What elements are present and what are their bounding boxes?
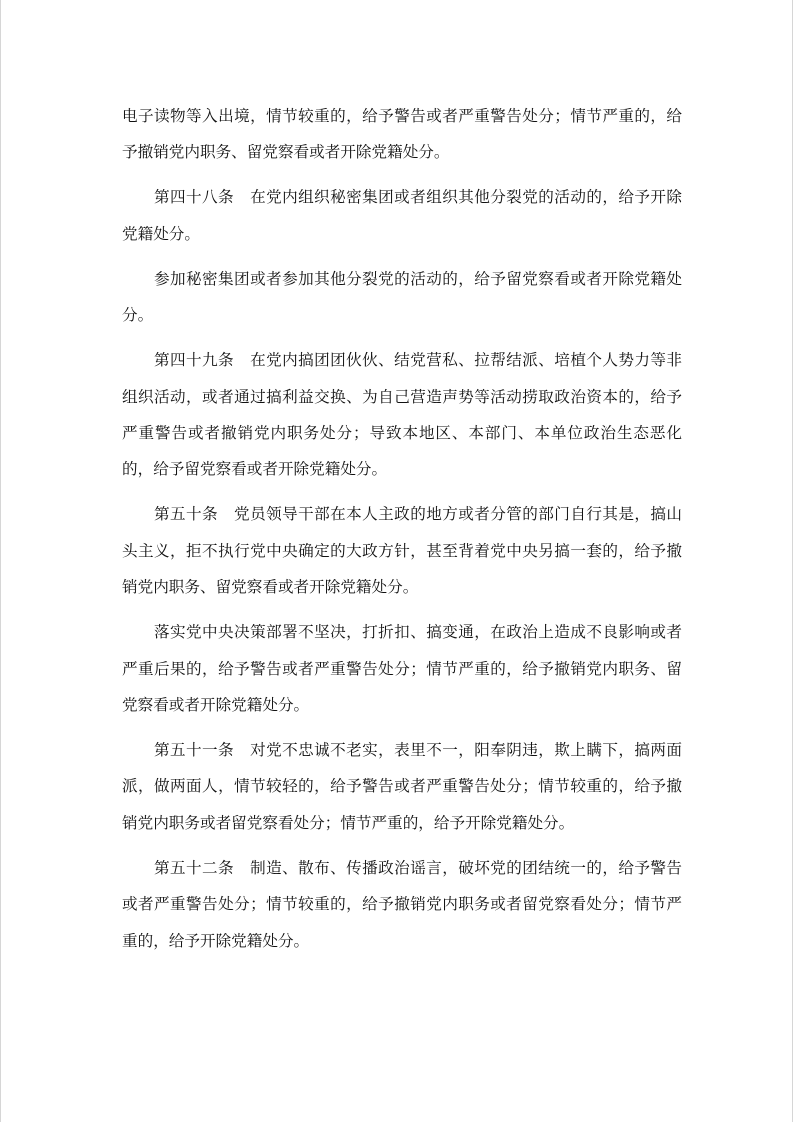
document-body xyxy=(122,98,682,968)
paragraph-article-52: 第五十二条 制造、散布、传播政治谣言，破坏党的团结统一的，给予警告或者严重警告处分；情节较重的，给予撤销党内职务或者留党察看处分；情节严重的，给予开除党籍处分。 xyxy=(122,858,682,950)
paragraph-article-49: 第四十九条 在党内搞团团伙伙、结党营私、拉帮结派、培植个人势力等非组织活动，或者通过搞利益交换、为自己营造声势等活动捞取政治资本的，给予严重警告或者撤销党内职务处分；导致本地区、本部门、本单位政治生态恶化的，给予留党察看或者开除党籍处分。 xyxy=(122,351,682,479)
paragraph-continuation: 电子读物等入出境，情节较重的，给予警告或者严重警告处分；情节严重的，给予撤销党内职务、留党察看或者开除党籍处分。 xyxy=(122,107,682,162)
paragraph-article-51: 第五十一条 对党不忠诚不老实，表里不一，阳奉阴违，欺上瞒下，搞两面派，做两面人，情节较轻的，给予警告或者严重警告处分；情节较重的，给予撤销党内职务或者留党察看处分；情节严重的，给予开除党籍处分。 xyxy=(122,741,682,832)
paragraph-article-48-clause-2: 参加秘密集团或者参加其他分裂党的活动的，给予留党察看或者开除党籍处分。 xyxy=(122,269,682,325)
paragraph-article-48: 第四十八条 在党内组织秘密集团或者组织其他分裂党的活动的，给予开除党籍处分。 xyxy=(122,188,682,243)
paragraph-article-50-clause-2: 落实党中央决策部署不坚决，打折扣、搞变通，在政治上造成不良影响或者严重后果的，给予警告或者严重警告处分；情节严重的，给予撤销党内职务、留党察看或者开除党籍处分。 xyxy=(122,623,682,715)
paragraph-article-50: 第五十条 党员领导干部在本人主政的地方或者分管的部门自行其是，搞山头主义，拒不执行党中央确定的大政方针，甚至背着党中央另搞一套的，给予撤销党内职务、留党察看或者开除党籍处分。 xyxy=(122,505,682,597)
